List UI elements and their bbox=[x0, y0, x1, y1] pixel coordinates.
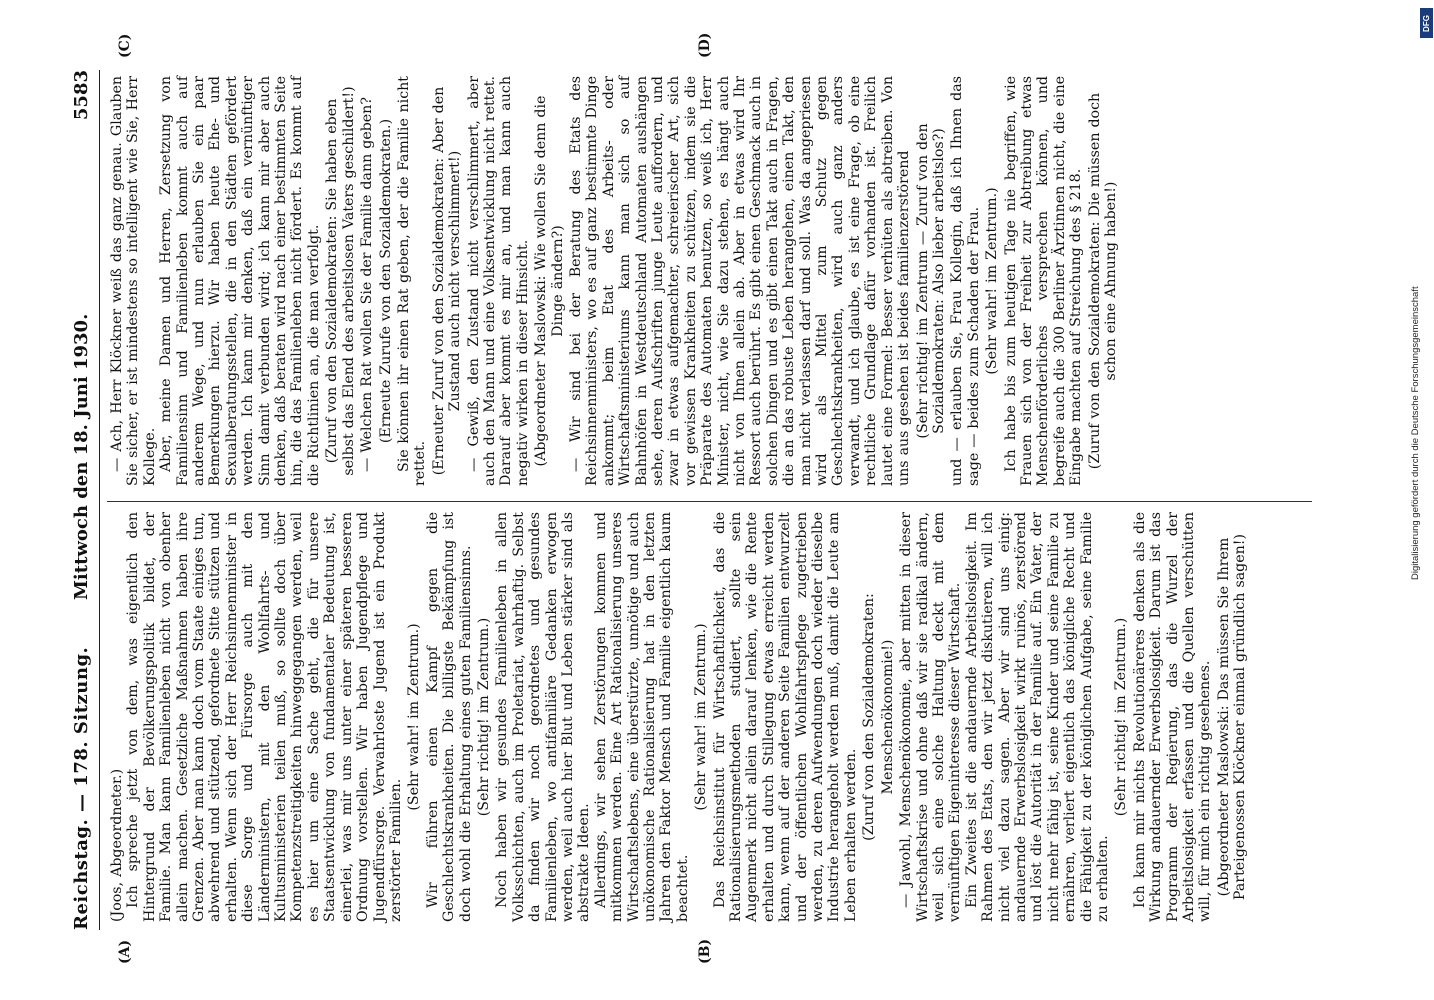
dfg-logo bbox=[1420, 8, 1433, 38]
margin-marker-c: (C) bbox=[117, 33, 133, 58]
left-column bbox=[109, 512, 1251, 922]
interjection: (Sehr richtig! im Zentrum.) bbox=[475, 617, 492, 817]
paragraph: Ich habe bis zum heutigen Tage nie begriffen, wie Frauen sich von der Freiheit zur Abtreibung etwas Menschenförderliches versprechen können, und begreife auch die 300 Berliner Ärztinnen nicht, die eine Eingabe machten auf Streichung des § 218. bbox=[1002, 76, 1085, 486]
paragraph: und — erlauben Sie, Frau Kollegin, daß ich Ihnen das sage — beides zum Schaden der Frau. bbox=[949, 76, 982, 486]
interjection: Menschenökonomie!) bbox=[879, 639, 896, 795]
rotated-document-page bbox=[65, 32, 1365, 964]
digitization-sidebar bbox=[1408, 0, 1432, 1000]
paragraph: — Welchen Rat wollen Sie der Familie dann geben? bbox=[359, 97, 376, 472]
paragraph: Ich kann mir nichts Revolutionäreres denken als die Wirkung andauernder Erwerbslosigkeit. Darum ist das Programm der Regierung, das die Wurzel der Arbeitslosigkeit erfassen und die Quellen verschütten will, für mich ein richtig gesehenes. bbox=[1131, 512, 1214, 922]
paragraph: Sie können ihr einen Rat geben, der die Familie nicht rettet. bbox=[395, 76, 429, 486]
interjection: (Zuruf von den Sozialdemokraten: bbox=[861, 593, 878, 841]
interjection: (Erneuter Zuruf von den Sozialdemokraten: Aber den Zustand auch nicht verschlimmert!) bbox=[430, 86, 464, 476]
paragraph: — Gewiß, den Zustand nicht verschlimmert, aber auch den Mann und eine Volksentwicklung nicht rettet. Darauf aber kommt es mir an, und man kann auch negativ wirken in dieser Hinsicht. bbox=[465, 76, 531, 486]
interjection: (Abgeordneter Maslowski: Das müssen Sie Ihrem Parteigenossen Klöckner einmal gründlich sagen!) bbox=[1215, 533, 1249, 901]
header-rule bbox=[99, 70, 100, 930]
page-number: 5583 bbox=[71, 70, 92, 121]
paragraph: — Wir sind bei der Beratung des Etats des Reichsinnenministers, wo es auf ganz bestimmte Dinge ankommt; beim Etat des Arbeits- oder Wirtschaftsministeriums kann man sich so auf Bahnhöfen in Westdeutschland Automaten aushängen sehe, deren Aufschriften junge Leute auffordern, und zwar in etwas aufgemachter, schreierischer Art, sich vor gewissen Krankheiten zu schützen, indem sie die Präparate des Automaten benutzen, so weiß ich, Herr Minister, nicht, wie Sie dazu stehen, es hängt auch nicht von Ihnen allein ab. Aber in etwas wird Ihr Ressort auch berührt. Es gibt einen Geschmack auch in solchen Dingen und es gibt einen Takt auch in Fragen, die an das robuste Leben herangehen, einen Takt, den man nicht verlassen darf und soll. Was da angepriesen wird als Mittel zum Schutz gegen Geschlechtskrankheiten, wird auch ganz anders verwandt, und ich glaube, es ist eine Frage, ob eine rechtliche Grundlage dafür vorhanden ist. Freilich lautet eine Formel: Besser verhüten als abtreiben. Von uns aus gesehen ist beides familienzerstörend bbox=[567, 76, 913, 486]
interjection: (Sehr richtig! im Zentrum.) bbox=[1113, 617, 1130, 817]
header-date: Mittwoch den 18. Juni 1930. bbox=[71, 313, 92, 600]
paragraph: Allerdings, wir sehen Zerstörungen kommen und mitkommen werden. Eine Art Rationalisierung unseres Wirtschaftslebens, eine überstürzte, unnötige und auch unökonomische Rationalisierung hat in den letzten Jahren den Faktor Mensch und Familie eigentlich kaum beachtet. bbox=[592, 512, 691, 922]
paragraph: — Jawohl, Menschenökonomie, aber mitten in dieser Wirtschaftskrise und ohne daß wir sie radikal ändern, weil sich eine solche Haltung deckt mit dem vernünftigen Eigeninteresse dieser Wirtschaft. bbox=[898, 512, 964, 922]
paragraph: — Ach, Herr Klöckner weiß das ganz genau. Glauben Sie sicher, er ist mindestens so intelligent wie Sie, Herr Kollege. bbox=[109, 76, 158, 486]
paragraph: Das Reichsinstitut für Wirtschaftlichkeit, das die Rationalisierungsmethoden studiert, sollte sein Augenmerk nicht allein darauf lenken, wie die Rente erhalten und durch Stillegung etwas erreicht werden kann, wenn auf der anderen Seite Familien entwurzelt und der öffentlichen Wohlfahrtspflege zugetrieben werden, zu deren Aufwendungen doch wieder dieselbe Industrie herangeholt werden muß, damit die Leute am Leben erhalten werden. bbox=[711, 512, 859, 922]
header-session: Reichstag. — 178. Sitzung. bbox=[71, 646, 92, 930]
interjection: (Sehr wahr! im Zentrum.) bbox=[693, 623, 710, 811]
margin-marker-d: (D) bbox=[697, 32, 713, 58]
interjection: (Zuruf von den Sozialdemokraten: Sie haben eben selbst das Elend des arbeitslosen Vaters geschildert!) bbox=[324, 86, 357, 476]
interjection: (Sehr wahr! im Zentrum.) bbox=[406, 623, 423, 811]
interjection: (Zuruf von den Sozialdemokraten: Die müssen doch schon eine Ahnung haben!) bbox=[1086, 92, 1119, 470]
paragraph: Aber, meine Damen und Herren, Zersetzung von Familiensinn und Familienleben kommt auch auf anderem Wege, und nun erlauben Sie ein paar Bemerkungen hierzu. Wir haben heute Ehe- und Sexualberatungsstellen, die in den Städten gefördert werden. Ich kann mir denken, daß ein vernünftiger Sinn damit verbunden wird; ich kann mir aber auch denken, daß beraten wird nach einer bestimmten Seite hin, die das Familienleben nicht fördert. Es kommt auf die Richtlinien an, die man verfolgt. bbox=[158, 76, 322, 486]
paragraph: Ein Zweites ist die andauernde Arbeitslosigkeit. Im Rahmen des Etats, den wir jetzt diskutieren, will ich nicht viel dazu sagen. Aber wir sind uns einig: andauernde Erwerbslosigkeit wirkt ruinös, zerstörend und löst die Autorität in der Familie auf. Ein Vater, der nicht mehr fähig ist, seine Kinder und seine Familie zu ernähren, verliert eigentlich das königliche Recht und die Fähigkeit zu der königlichen Aufgabe, seine Familie zu erhalten. bbox=[963, 512, 1111, 922]
interjection: (Abgeordneter Maslowski: Wie wollen Sie denn die Dinge ändern?) bbox=[533, 95, 566, 467]
page-header bbox=[71, 70, 101, 930]
speaker-line: (Joos, Abgeordneter.) bbox=[109, 768, 125, 922]
margin-marker-a: (A) bbox=[117, 939, 133, 964]
paragraph: Noch haben wir gesundes Familienleben in allen Volksschichten, auch im Proletariat, wahrhaftig. Selbst da finden wir noch geordnetes und gesundes Familienleben, wo antifamiliäre Gedanken erwogen werden, weil auch hier Blut und Leben stärker sind als abstrakte Ideen. bbox=[494, 512, 593, 922]
paragraph: Ich spreche jetzt von dem, was eigentlich den Hintergrund der Bevölkerungspolitik bildet, der Familie. Man kann Familienleben nicht von obenher allein machen. Gesetzliche Maßnahmen haben ihre Grenzen. Aber man kann doch vom Staate einiges tun, abwehrend und stützend, gefordnete Sitte stützen und erhalten. Wenn sich der Herr Reichsinnenminister in diese Sorge und Fürsorge auch mit den Länderministern, mit den Wohlfahrts- und Kultusministerien teilen muß, so sollte doch über Kompetenzstreitigkeiten hinweggegangen werden, weil es hier um eine Sache geht, die für unsere Staatsentwicklung von fundamentaler Bedeutung ist, einerlei, was mir uns unter einer späteren besseren Ordnung vorstellen. Wir haben Jugendpflege und Jugendfürsorge. Verwahrloste Jugend ist ein Produkt zerstörter Familien. bbox=[125, 512, 404, 922]
funding-credit: Digitalisierung gefördert durch die Deutsche Forschungsgemeinschaft bbox=[1410, 286, 1421, 580]
interjection: (Sehr richtig! im Zentrum — Zuruf von den Sozialdemokraten: Also lieber arbeitslos?) bbox=[914, 123, 947, 439]
right-column bbox=[109, 76, 1121, 486]
interjection: (Sehr wahr! im Zentrum.) bbox=[984, 187, 1001, 375]
interjection: (Erneute Zurufe von den Sozialdemokraten.) bbox=[377, 118, 394, 444]
paragraph: Wir führen einen Kampf gegen die Geschlechtskrankheiten. Die billigste Bekämpfung ist doch wohl die Erhaltung eines guten Familiensinns. bbox=[424, 512, 474, 922]
column-divider bbox=[107, 501, 1312, 502]
dfg-logo-text: DFG bbox=[1422, 14, 1432, 32]
margin-marker-b: (B) bbox=[697, 938, 713, 964]
